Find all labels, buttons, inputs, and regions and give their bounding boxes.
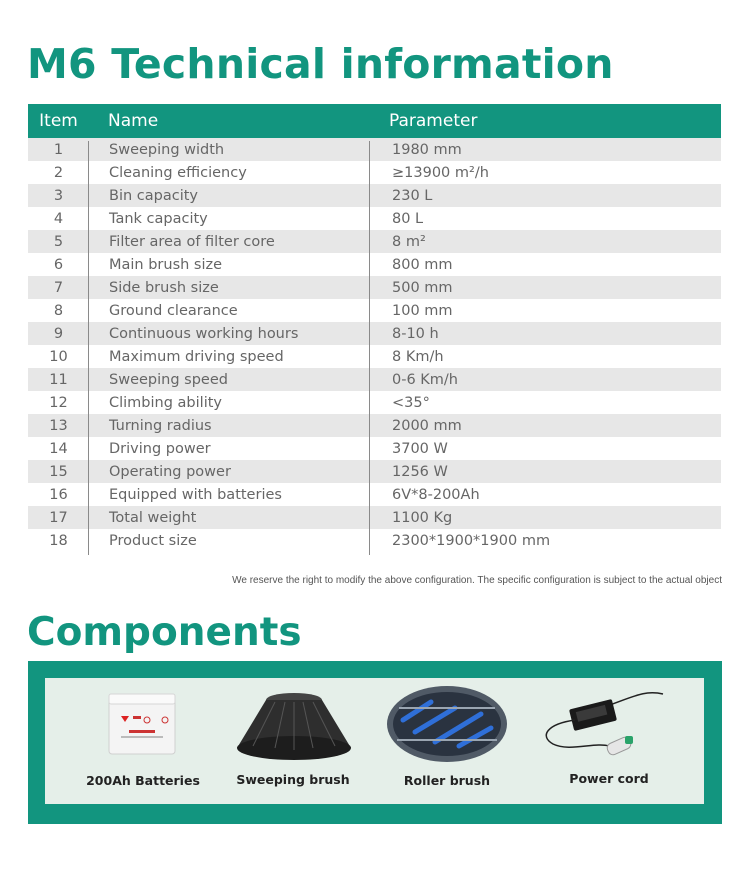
item-parameter: <35° [392, 394, 430, 411]
sweeping-brush-icon [235, 690, 353, 762]
item-number: 9 [53, 325, 64, 342]
item-name: Bin capacity [109, 187, 198, 204]
item-number: 15 [49, 463, 68, 480]
item-name: Product size [109, 532, 197, 549]
item-number: 12 [49, 394, 68, 411]
item-parameter: 3700 W [392, 440, 448, 457]
column-divider [369, 141, 370, 555]
item-number: 10 [49, 348, 68, 365]
table-row [28, 161, 721, 184]
item-name: Tank capacity [109, 210, 208, 227]
item-name: Driving power [109, 440, 211, 457]
item-name: Filter area of filter core [109, 233, 275, 250]
item-number: 14 [49, 440, 68, 457]
table-row [28, 207, 721, 230]
item-number: 2 [53, 164, 64, 181]
item-parameter: 1980 mm [392, 141, 462, 158]
item-parameter: 0-6 Km/h [392, 371, 459, 388]
item-parameter: 6V*8-200Ah [392, 486, 480, 503]
item-number: 4 [53, 210, 64, 227]
table-row [28, 460, 721, 483]
item-number: 11 [49, 371, 68, 388]
item-number: 5 [53, 233, 64, 250]
table-row [28, 253, 721, 276]
component-power-cord [535, 678, 675, 804]
header-parameter: Parameter [389, 111, 478, 131]
item-number: 17 [49, 509, 68, 526]
item-number: 7 [53, 279, 64, 296]
table-row [28, 230, 721, 253]
battery-icon [107, 692, 179, 758]
table-row [28, 414, 721, 437]
table-row [28, 276, 721, 299]
item-parameter: 8-10 h [392, 325, 439, 342]
item-parameter: 2300*1900*1900 mm [392, 532, 551, 549]
item-parameter: 2000 mm [392, 417, 462, 434]
components-panel [28, 661, 722, 824]
item-number: 1 [53, 141, 64, 158]
item-parameter: 500 mm [392, 279, 453, 296]
item-parameter: 1256 W [392, 463, 448, 480]
item-parameter: 8 Km/h [392, 348, 444, 365]
header-name: Name [108, 111, 159, 131]
item-name: Maximum driving speed [109, 348, 284, 365]
component-label: Power cord [569, 771, 649, 786]
table-row [28, 529, 721, 552]
table-row [28, 345, 721, 368]
power-cord-icon [535, 686, 667, 766]
component-label: Sweeping brush [236, 772, 350, 787]
table-row [28, 437, 721, 460]
component-roller-brush [385, 678, 525, 804]
item-name: Sweeping speed [109, 371, 228, 388]
item-parameter: 1100 Kg [392, 509, 453, 526]
item-number: 3 [53, 187, 64, 204]
item-parameter: 100 mm [392, 302, 453, 319]
components-title: Components [27, 610, 302, 655]
table-body [28, 138, 721, 552]
item-number: 13 [49, 417, 68, 434]
component-label: 200Ah Batteries [86, 773, 200, 788]
item-number: 6 [53, 256, 64, 273]
item-name: Turning radius [109, 417, 212, 434]
table-row [28, 391, 721, 414]
component-batteries [86, 678, 235, 804]
item-name: Ground clearance [109, 302, 238, 319]
item-parameter: 80 L [392, 210, 424, 227]
table-row [28, 184, 721, 207]
item-name: Main brush size [109, 256, 223, 273]
item-name: Total weight [109, 509, 197, 526]
item-name: Sweeping width [109, 141, 225, 158]
table-row [28, 138, 721, 161]
roller-brush-icon [385, 684, 509, 764]
table-row [28, 483, 721, 506]
header-item: Item [39, 111, 78, 131]
table-header [28, 104, 721, 138]
item-name: Continuous working hours [109, 325, 299, 342]
components-inner [45, 678, 704, 804]
table-row [28, 506, 721, 529]
component-sweeping-brush [235, 678, 375, 804]
column-divider [88, 141, 89, 555]
table-row [28, 322, 721, 345]
item-name: Operating power [109, 463, 231, 480]
item-parameter: ≥13900 m²/h [392, 164, 489, 181]
item-parameter: 8 m² [392, 233, 426, 250]
item-name: Climbing ability [109, 394, 222, 411]
item-name: Side brush size [109, 279, 219, 296]
page-title: M6 Technical information [27, 40, 614, 88]
table-row [28, 299, 721, 322]
item-name: Equipped with batteries [109, 486, 282, 503]
component-label: Roller brush [403, 773, 491, 788]
item-name: Cleaning efficiency [109, 164, 247, 181]
item-parameter: 800 mm [392, 256, 453, 273]
spec-table [28, 104, 721, 552]
item-number: 8 [53, 302, 64, 319]
table-row [28, 368, 721, 391]
item-number: 16 [49, 486, 68, 503]
configuration-note: We reserve the right to modify the above configuration. The specific configuration is subject to the actual object [232, 575, 722, 586]
item-number: 18 [49, 532, 68, 549]
item-parameter: 230 L [392, 187, 433, 204]
